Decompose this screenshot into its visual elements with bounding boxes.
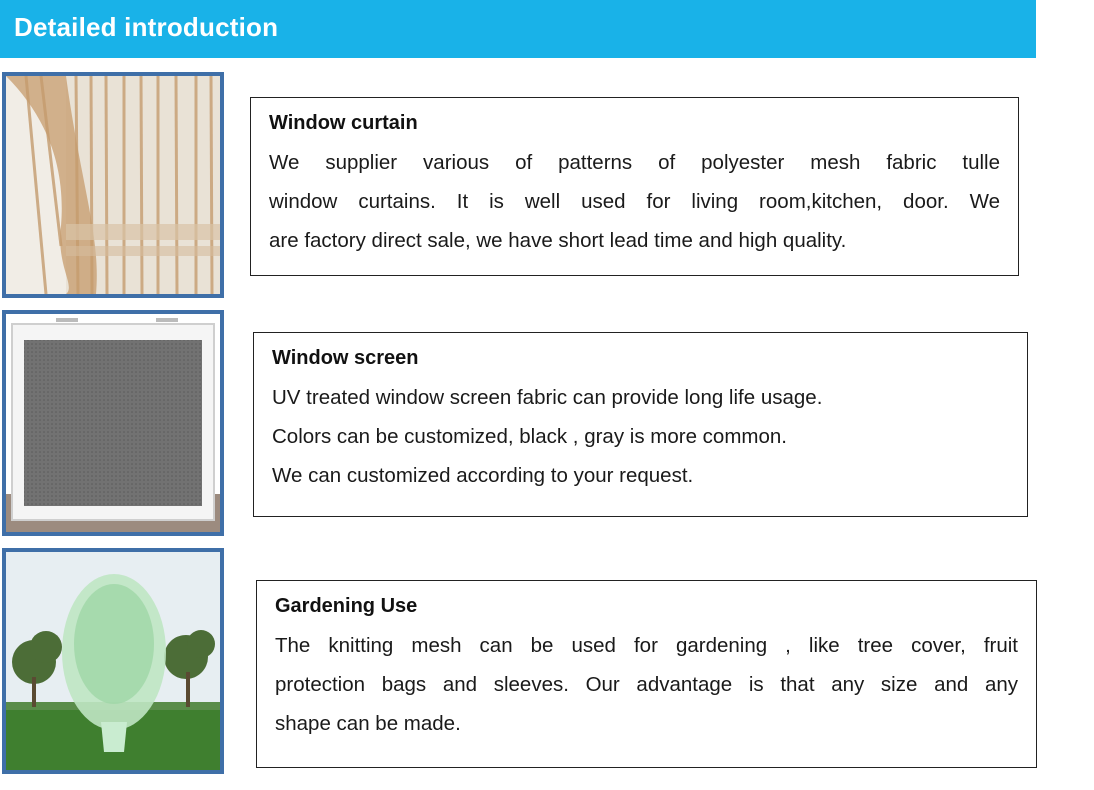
window-screen-photo xyxy=(2,310,224,536)
card-title: Window screen xyxy=(272,347,419,369)
curtain-photo xyxy=(2,72,224,298)
text-line: UV treated window screen fabric can provide long life usage. xyxy=(272,386,823,409)
card-title: Window curtain xyxy=(269,112,418,134)
text-line: are factory direct sale, we have short lead time and high quality. xyxy=(269,229,847,252)
text-line: We can customized according to your request. xyxy=(272,464,694,487)
text-line: window curtains. It is well used for living room,kitchen, door. We xyxy=(269,190,1000,213)
card-title: Gardening Use xyxy=(275,595,418,617)
text-line: shape can be made. xyxy=(275,712,461,735)
header-title: Detailed introduction xyxy=(14,12,279,42)
text-line: protection bags and sleeves. Our advantage is that any size and any xyxy=(275,673,1018,696)
text-line: We supplier various of patterns of polyester mesh fabric tulle xyxy=(269,151,1000,174)
text-line: The knitting mesh can be used for gardening , like tree cover, fruit xyxy=(275,634,1018,657)
section-header xyxy=(0,0,1036,58)
gardening-photo xyxy=(2,548,224,774)
text-line: Colors can be customized, black , gray is more common. xyxy=(272,425,787,448)
card-description xyxy=(275,626,1018,743)
window-screen-card xyxy=(253,332,1028,517)
card-description xyxy=(269,143,1000,260)
card-description xyxy=(272,378,1009,495)
window-curtain-card xyxy=(250,97,1019,276)
gardening-use-card xyxy=(256,580,1037,768)
